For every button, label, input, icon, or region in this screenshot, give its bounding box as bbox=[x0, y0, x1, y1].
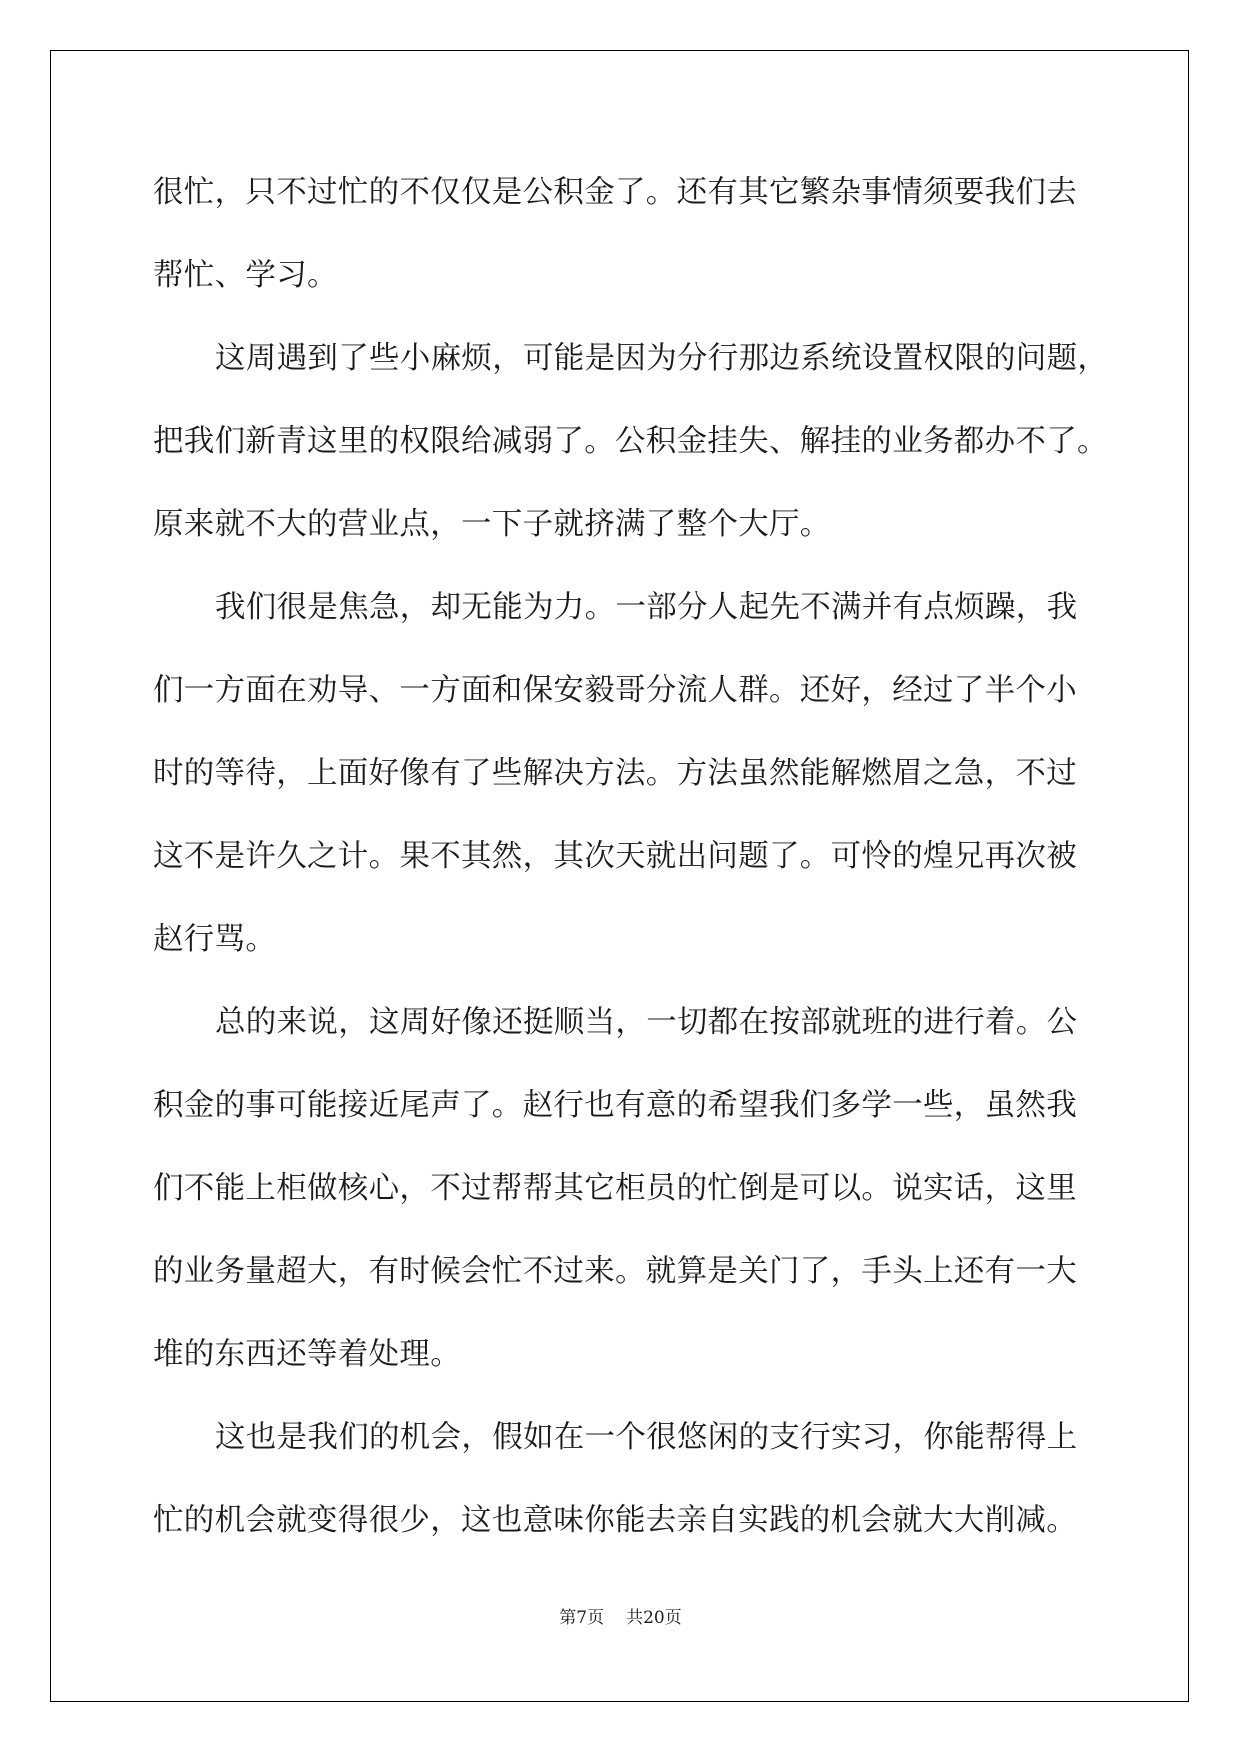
text-line: 很忙，只不过忙的不仅仅是公积金了。还有其它繁杂事情须要我们去 bbox=[153, 175, 1077, 210]
text-line: 时的等待，上面好像有了些解决方法。方法虽然能解燃眉之急，不过 bbox=[153, 756, 1077, 791]
text-line: 原来就不大的营业点，一下子就挤满了整个大厅。 bbox=[153, 507, 831, 542]
document-body bbox=[153, 157, 1109, 1568]
text-line: 帮忙、学习。 bbox=[153, 258, 338, 293]
text-line: 把我们新青这里的权限给减弱了。公积金挂失、解挂的业务都办不了。 bbox=[153, 424, 1108, 459]
text-line: 这不是许久之计。果不其然，其次天就出问题了。可怜的煌兄再次被 bbox=[153, 839, 1077, 874]
paragraph-start-line: 这周遇到了些小麻烦，可能是因为分行那边系统设置权限的问题， bbox=[215, 341, 1109, 376]
page-number: 第7页 bbox=[559, 1608, 605, 1628]
text-line: 的业务量超大，有时候会忙不过来。就算是关门了，手头上还有一大 bbox=[153, 1254, 1077, 1289]
paragraph-start-line: 我们很是焦急，却无能为力。一部分人起先不满并有点烦躁，我 bbox=[215, 590, 1078, 625]
text-line: 堆的东西还等着处理。 bbox=[153, 1337, 461, 1372]
text-line: 积金的事可能接近尾声了。赵行也有意的希望我们多学一些，虽然我 bbox=[153, 1088, 1077, 1123]
text-line: 忙的机会就变得很少，这也意味你能去亲自实践的机会就大大削减。 bbox=[153, 1503, 1077, 1538]
text-line: 赵行骂。 bbox=[153, 922, 277, 957]
paragraph-start-line: 总的来说，这周好像还挺顺当，一切都在按部就班的进行着。公 bbox=[215, 1005, 1078, 1040]
paragraph-start-line: 这也是我们的机会，假如在一个很悠闲的支行实习，你能帮得上 bbox=[215, 1420, 1078, 1455]
page-total: 共20页 bbox=[626, 1608, 682, 1628]
text-line: 们不能上柜做核心，不过帮帮其它柜员的忙倒是可以。说实话，这里 bbox=[153, 1171, 1077, 1206]
text-line: 们一方面在劝导、一方面和保安毅哥分流人群。还好，经过了半个小 bbox=[153, 673, 1077, 708]
page-footer bbox=[0, 1606, 1241, 1630]
